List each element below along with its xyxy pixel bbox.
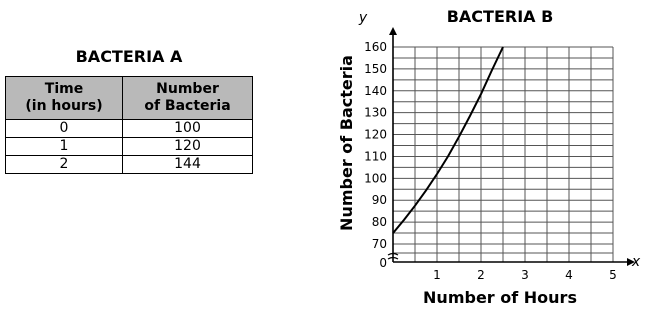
y-tick-label: 100 [364, 171, 387, 186]
y-tick-label: 150 [364, 61, 387, 76]
y-tick-label: 90 [371, 193, 387, 208]
y-tick-label: 160 [364, 40, 387, 54]
table-row [6, 120, 253, 138]
header-line: Number [156, 81, 219, 97]
table-cell: 120 [123, 138, 253, 156]
table-row [6, 138, 253, 156]
bacteria-a-table [5, 76, 253, 174]
series-line [393, 47, 503, 233]
header-line: (in hours) [25, 98, 103, 114]
bacteria-b-chart [330, 0, 646, 308]
grid [393, 47, 613, 262]
y-tick-label: 110 [364, 149, 387, 164]
y-tick-label: 120 [364, 127, 387, 142]
chart-title: BACTERIA B [446, 7, 554, 26]
column-header-time [6, 77, 123, 120]
x-axis-label: Number of Hours [423, 288, 577, 307]
y-tick-label: 130 [364, 105, 387, 120]
x-tick-label: 4 [565, 268, 573, 282]
origin-label: 0 [379, 256, 387, 270]
table-row [6, 156, 253, 174]
x-tick-label: 1 [433, 268, 441, 282]
table-cell: 144 [123, 156, 253, 174]
y-tick-label: 140 [364, 83, 387, 98]
table-cell: 2 [6, 156, 123, 174]
table-title: BACTERIA A [75, 47, 183, 66]
y-tick-label: 70 [371, 237, 387, 251]
x-tick-label: 5 [609, 268, 617, 282]
table-cell: 100 [123, 120, 253, 138]
header-line: Time [44, 81, 84, 97]
axes [388, 27, 635, 266]
series [393, 47, 503, 233]
y-tick-label: 80 [371, 215, 387, 230]
y-axis-arrow [389, 27, 397, 35]
column-header-bacteria [123, 77, 253, 120]
x-tick-label: 3 [521, 268, 529, 282]
tick-labels [364, 40, 617, 282]
bacteria-b-panel [330, 0, 646, 308]
table-cell: 0 [6, 120, 123, 138]
header-line: of Bacteria [144, 98, 231, 114]
bacteria-a-panel [5, 47, 253, 174]
table-cell: 1 [6, 138, 123, 156]
x-tick-label: 2 [477, 268, 485, 282]
y-axis-label: Number of Bacteria [337, 55, 356, 231]
y-axis-variable: y [358, 10, 368, 26]
x-axis-variable: x [631, 254, 641, 270]
